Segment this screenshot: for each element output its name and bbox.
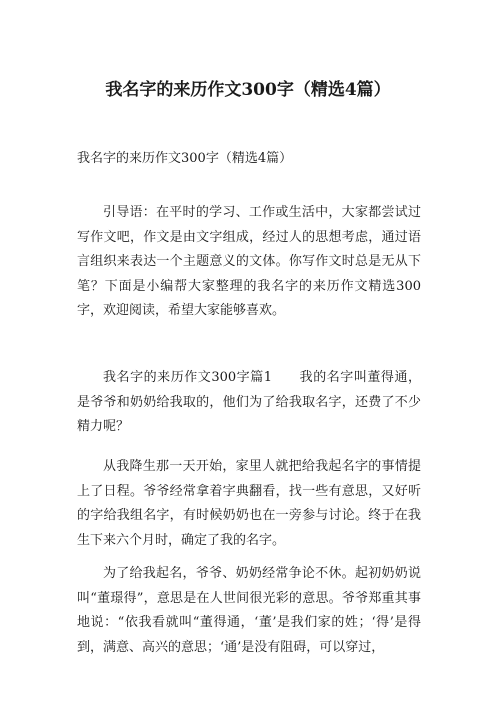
paragraph-intro: 引导语：在平时的学习、工作或生活中，大家都尝试过写作文吧，作文是由文字组成，经过人的思想考虑，通过语言组织来表达一个主题意义的文体。你写作文时总是无从下笔？下面是小编帮大家整理的我名字的来历作文精选300字，欢迎阅读，希望大家能够喜欢。 [77, 205, 421, 318]
paragraph-naming-debate: 为了给我起名，爷爷、奶奶经常争论不休。起初奶奶说叫“董璟得”，意思是在人世间很光彩的意思。爷爷郑重其事地说：“依我看就叫“董得通，‘董’是我们家的姓；‘得’是得到，满意、高兴的意思；‘通’是没有阻碍，可以穿过， [77, 566, 421, 655]
document-subtitle: 我名字的来历作文300字（精选4篇） [77, 151, 293, 166]
paragraph-naming-process: 从我降生那一天开始，家里人就把给我起名字的事情提上了日程。爷爷经常拿着字典翻看，找一些有意思，又好听的字给我组名字，有时候奶奶也在一旁参与讨论。终于在我生下来六个月时，确定了我的名字。 [77, 459, 421, 548]
document-title: 我名字的来历作文300字（精选4篇） [105, 80, 391, 100]
paragraph-essay-1: 我名字的来历作文300字篇1 我的名字叫董得通，是爷爷和奶奶给我取的，他们为了给我取名字，还费了不少精力呢？ [77, 370, 421, 434]
